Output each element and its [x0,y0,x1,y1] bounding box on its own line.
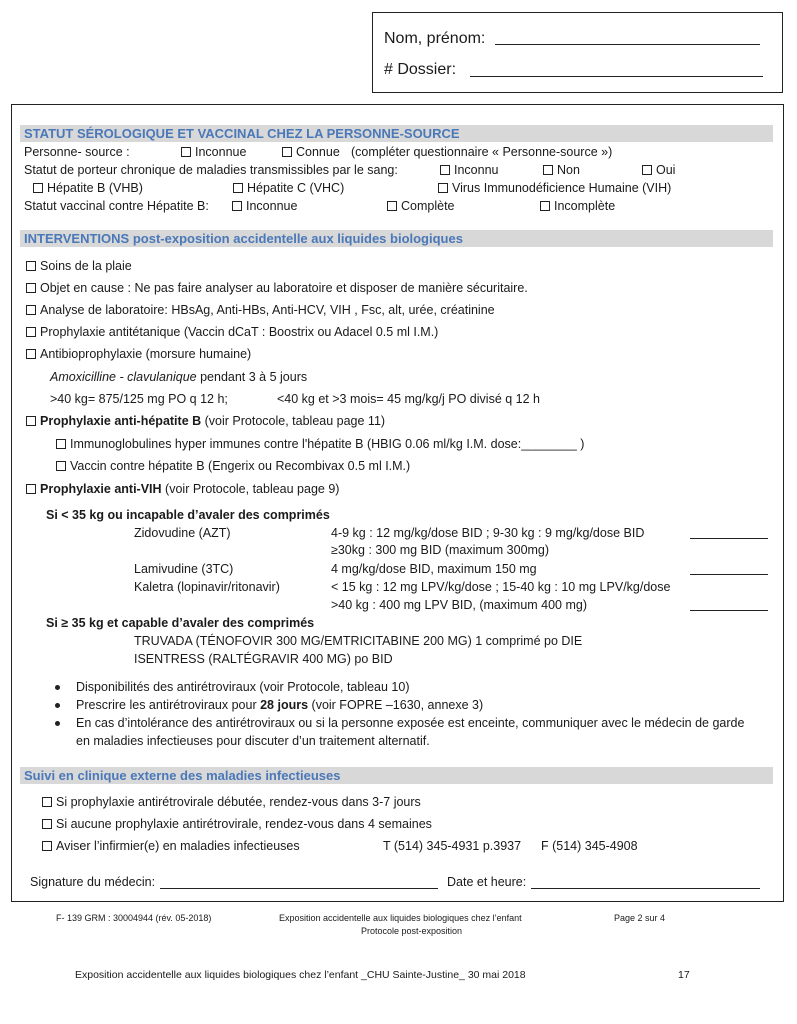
checkbox-icon[interactable] [56,439,66,449]
hiv-prophylaxis-option[interactable]: Prophylaxie anti-VIH (voir Protocole, tableau page 9) [26,482,339,496]
checkbox-icon[interactable] [642,165,652,175]
checkbox-icon[interactable] [42,819,52,829]
3tc-dose-field[interactable] [690,574,768,575]
vacc-unknown-option[interactable]: Inconnue [232,199,297,213]
vacc-incomplete-option[interactable]: Incomplète [540,199,615,213]
checkbox-icon[interactable] [26,283,36,293]
under-35kg-title: Si < 35 kg ou incapable d’avaler des comprimés [46,508,330,522]
wound-care-option[interactable]: Soins de la plaie [26,259,132,273]
form-code: F- 139 GRM : 30004944 (rév. 05-2018) [56,913,212,923]
hiv-option[interactable]: Virus Immunodéficience Humaine (VIH) [438,181,671,195]
notify-nurse-option[interactable]: Aviser l’infirmier(e) en maladies infectieuses [42,839,300,853]
vacc-complete-option[interactable]: Complète [387,199,455,213]
source-label: Personne- source : [24,145,130,159]
azt-dose-field[interactable] [690,538,768,539]
interventions-title: INTERVENTIONS post-exposition accidentelle aux liquides biologiques [24,231,463,246]
patient-id-box [372,12,783,93]
tetanus-option[interactable]: Prophylaxie antitétanique (Vaccin dCaT : Boostrix ou Adacel 0.5 ml I.M.) [26,325,438,339]
object-option[interactable]: Objet en cause : Ne pas faire analyser au laboratoire et disposer de manière sécuritaire. [26,281,528,295]
dose-under-40kg: <40 kg et >3 mois= 45 mg/kg/j PO divisé q 12 h [277,392,540,406]
azt-dose-1: 4-9 kg : 12 mg/kg/dose BID ; 9-30 kg : 9 mg/kg/dose BID [331,526,645,540]
hep-c-option[interactable]: Hépatite C (VHC) [233,181,344,195]
carrier-unknown-option[interactable]: Inconnu [440,163,498,177]
dose-over-40kg: >40 kg= 875/125 mg PO q 12 h; [50,392,228,406]
kaletra-dose-1: < 15 kg : 12 mg LPV/kg/dose ; 15-40 kg : 10 mg LPV/kg/dose [331,580,671,594]
3tc-dose: 4 mg/kg/dose BID, maximum 150 mg [331,562,537,576]
name-label: Nom, prénom: [384,30,486,47]
azt-dose-2: ≥30kg : 300 mg BID (maximum 300mg) [331,543,550,557]
fax-number: F (514) 345-4908 [541,839,638,853]
serology-title: STATUT SÉROLOGIQUE ET VACCINAL CHEZ LA PERSONNE-SOURCE [24,126,460,141]
checkbox-icon[interactable] [26,484,36,494]
checkbox-icon[interactable] [42,841,52,851]
checkbox-icon[interactable] [540,201,550,211]
kaletra-dose-field[interactable] [690,610,768,611]
hb-vaccine-option[interactable]: Vaccin contre hépatite B (Engerix ou Recombivax 0.5 ml I.M.) [56,459,410,473]
source-unknown-option[interactable]: Inconnue [181,145,246,159]
name-field[interactable] [495,44,760,45]
bullet-intolerance-2: en maladies infectieuses pour discuter d’un traitement alternatif. [76,734,430,748]
checkbox-icon[interactable] [42,797,52,807]
truvada-text: TRUVADA (TÉNOFOVIR 300 MG/EMTRICITABINE 200 MG) 1 comprimé po DIE [134,634,583,648]
checkbox-icon[interactable] [33,183,43,193]
checkbox-icon[interactable] [26,261,36,271]
azt-name: Zidovudine (AZT) [134,526,231,540]
carrier-label: Statut de porteur chronique de maladies transmissibles par le sang: [24,163,398,177]
hbig-option[interactable]: Immunoglobulines hyper immunes contre l'hépatite B (HBIG 0.06 ml/kg I.M. dose:________ ) [56,437,584,451]
source-known-option[interactable]: Connue [282,145,340,159]
bullet-prescribe: Prescrire les antirétroviraux pour 28 jours (voir FOPRE –1630, annexe 3) [76,698,484,712]
checkbox-icon[interactable] [26,327,36,337]
over-35kg-title: Si ≥ 35 kg et capable d’avaler des comprimés [46,616,315,630]
bullet-icon [55,685,60,690]
followup-none-option[interactable]: Si aucune prophylaxie antirétrovirale, rendez-vous dans 4 semaines [42,817,432,831]
isentress-text: ISENTRESS (RALTÉGRAVIR 400 MG) po BID [134,652,393,666]
kaletra-dose-2: >40 kg : 400 mg LPV BID, (maximum 400 mg) [331,598,588,612]
checkbox-icon[interactable] [181,147,191,157]
carrier-yes-option[interactable]: Oui [642,163,675,177]
checkbox-icon[interactable] [282,147,292,157]
date-label: Date et heure: [447,875,527,889]
bullet-availability: Disponibilités des antirétroviraux (voir Protocole, tableau 10) [76,680,410,694]
checkbox-icon[interactable] [233,183,243,193]
antibio-option[interactable]: Antibioprophylaxie (morsure humaine) [26,347,251,361]
amoxicillin-text: Amoxicilline - clavulanique pendant 3 à 5 jours [50,370,308,384]
document-footer: Exposition accidentelle aux liquides biologiques chez l’enfant _CHU Sainte-Justine_ 30 mai 2018 [75,969,526,981]
hep-b-prophylaxis-option[interactable]: Prophylaxie anti-hépatite B (voir Protocole, tableau page 11) [26,414,385,428]
page-indicator: Page 2 sur 4 [614,913,666,923]
checkbox-icon[interactable] [387,201,397,211]
bullet-icon [55,703,60,708]
checkbox-icon[interactable] [232,201,242,211]
page-number: 17 [678,969,690,981]
phone-number: T (514) 345-4931 p.3937 [383,839,522,853]
date-field[interactable] [531,888,760,889]
followup-title: Suivi en clinique externe des maladies infectieuses [24,768,341,783]
kaletra-name: Kaletra (lopinavir/ritonavir) [134,580,280,594]
hep-b-option[interactable]: Hépatite B (VHB) [33,181,143,195]
checkbox-icon[interactable] [440,165,450,175]
bullet-intolerance-1: En cas d’intolérance des antirétroviraux ou si la personne exposée est enceinte, communiquer avec le médecin de garde [76,716,745,730]
footer-subtitle: Protocole post-exposition [361,926,463,936]
3tc-name: Lamivudine (3TC) [134,562,234,576]
footer-title: Exposition accidentelle aux liquides biologiques chez l’enfant [279,913,522,923]
checkbox-icon[interactable] [26,416,36,426]
followup-started-option[interactable]: Si prophylaxie antirétrovirale débutée, rendez-vous dans 3-7 jours [42,795,421,809]
file-label: # Dossier: [384,61,457,78]
bullet-icon [55,721,60,726]
carrier-no-option[interactable]: Non [543,163,580,177]
checkbox-icon[interactable] [543,165,553,175]
lab-analysis-option[interactable]: Analyse de laboratoire: HBsAg, Anti-HBs, Anti-HCV, VIH , Fsc, alt, urée, créatinine [26,303,495,317]
vaccination-label: Statut vaccinal contre Hépatite B: [24,199,209,213]
checkbox-icon[interactable] [26,305,36,315]
checkbox-icon[interactable] [438,183,448,193]
file-number-field[interactable] [470,76,763,77]
signature-field[interactable] [160,888,438,889]
checkbox-icon[interactable] [56,461,66,471]
checkbox-icon[interactable] [26,349,36,359]
source-note: (compléter questionnaire « Personne-source ») [351,145,613,159]
signature-label: Signature du médecin: [30,875,156,889]
